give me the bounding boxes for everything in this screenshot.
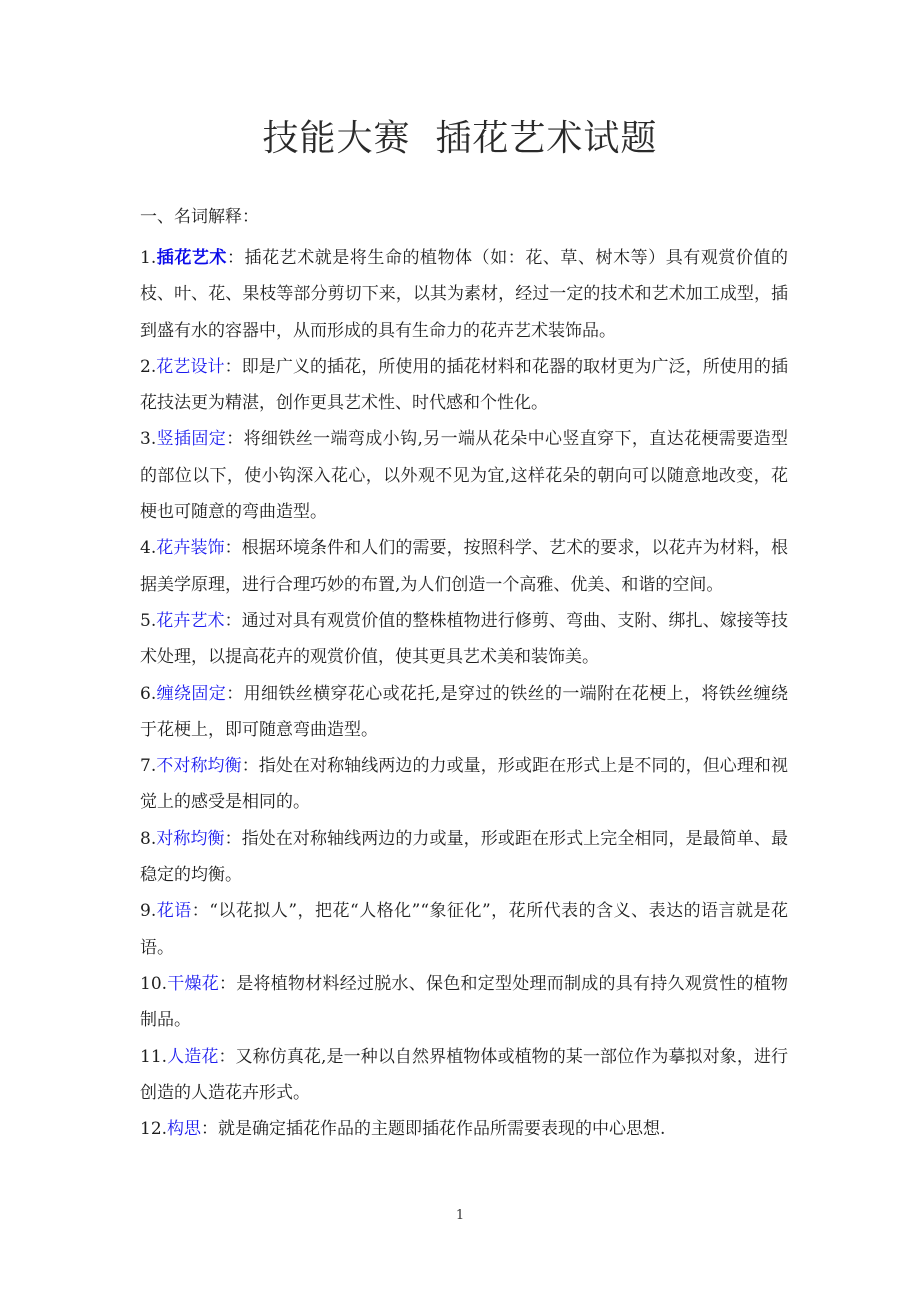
definition-entry [140,349,788,422]
entry-number: 12. [140,1119,168,1140]
entry-separator: ： [218,1046,236,1067]
section-heading: 一、名词解释： [140,207,259,227]
entry-separator: ： [191,901,210,922]
entry-separator: ： [241,756,259,777]
entry-text: 即是广义的插花，所使用的插花材料和花器的取材更为广泛，所使用的插花技法更为精湛，创作更具艺术性、时代感和个性化。 [140,356,789,414]
entry-text: 指处在对称轴线两边的力或量，形或距在形式上是不同的，但心理和视觉上的感受是相同的。 [140,756,789,813]
entry-number: 4. [140,538,157,559]
entry-text: 插花艺术就是将生命的植物体（如：花、草、树木等）具有观赏价值的枝、叶、花、果枝等部分剪切下来，以其为素材，经过一定的技术和艺术加工成型，插到盛有水的容器中，从而形成的具有生命力的花卉艺术装饰品。 [140,248,789,341]
entry-separator: ： [226,429,244,450]
entry-term: 插花艺术 [156,248,227,268]
entry-separator: ： [224,828,242,849]
entry-text: 就是确定插花作品的主题即插花作品所需要表现的中心思想. [218,1119,666,1140]
entry-number: 7. [140,756,157,777]
entry-term: 花艺设计 [156,356,225,377]
entry-separator: ： [226,683,244,704]
entry-text: 将细铁丝一端弯成小钩,另一端从花朵中心竖直穿下，直达花梗需要造型的部位以下，使小钩深入花心，以外观不见为宜,这样花朵的朝向可以随意地改变，花梗也可随意的弯曲造型。 [140,429,789,523]
definition-entry [140,240,788,349]
entry-term: 构思 [167,1119,202,1140]
entry-text: 是将植物材料经过脱水、保色和定型处理而制成的具有持久观赏性的植物制品。 [140,973,789,1031]
entry-number: 5. [140,610,157,631]
entry-text: 又称仿真花,是一种以自然界植物体或植物的某一部位作为摹拟对象，进行创造的人造花卉形式。 [140,1046,789,1103]
definition-entry [140,821,788,894]
definition-entry [140,1039,788,1112]
document-title: 技能大赛 插花艺术试题 [262,118,658,159]
entry-separator: ： [224,538,242,559]
entry-number: 8. [140,828,157,849]
entry-number: 3. [140,429,157,450]
entry-separator: ： [201,1119,219,1140]
entry-term: 花语 [156,901,192,922]
entry-text: 用细铁丝横穿花心或花托,是穿过的铁丝的一端附在花梗上，将铁丝缠绕于花梗上，即可随意弯曲造型。 [140,683,789,740]
definition-entry [140,530,788,603]
definition-entry [140,421,788,530]
entry-term: 不对称均衡 [156,756,242,777]
entry-separator: ： [219,973,237,994]
entry-number: 1. [140,248,157,268]
entry-term: 对称均衡 [156,828,225,849]
entry-text: “以花拟人”，把花“人格化”“象征化”，花所代表的含义、表达的语言就是花语。 [140,901,789,958]
page-number: 1 [455,1208,465,1223]
definition-entry [140,676,788,749]
entry-separator: ： [224,610,242,631]
entry-term: 干燥花 [167,973,220,994]
entry-text: 通过对具有观赏价值的整株植物进行修剪、弯曲、支附、绑扎、嫁接等技术处理，以提高花卉的观赏价值，使其更具艺术美和装饰美。 [140,610,789,668]
definition-entry [140,1111,788,1147]
entry-term: 缠绕固定 [156,683,227,704]
entry-number: 9. [140,901,157,922]
entry-term: 人造花 [167,1046,219,1067]
definitions-list [140,240,788,1147]
entry-number: 6. [140,683,157,704]
entry-number: 2. [140,356,157,377]
definition-entry [140,748,788,821]
entry-separator: ： [226,248,245,268]
definition-entry [140,603,788,676]
entry-separator: ： [224,356,242,377]
entry-number: 11. [140,1046,168,1067]
entry-term: 花卉艺术 [156,610,225,631]
definition-entry [140,893,788,966]
entry-text: 根据环境条件和人们的需要，按照科学、艺术的要求，以花卉为材料，根据美学原理，进行合理巧妙的布置,为人们创造一个高雅、优美、和谐的空间。 [140,538,789,595]
entry-term: 竖插固定 [156,429,227,450]
entry-text: 指处在对称轴线两边的力或量，形或距在形式上完全相同，是最简单、最稳定的均衡。 [140,828,789,886]
definition-entry [140,966,788,1039]
entry-term: 花卉装饰 [156,538,225,559]
entry-number: 10. [140,973,168,994]
